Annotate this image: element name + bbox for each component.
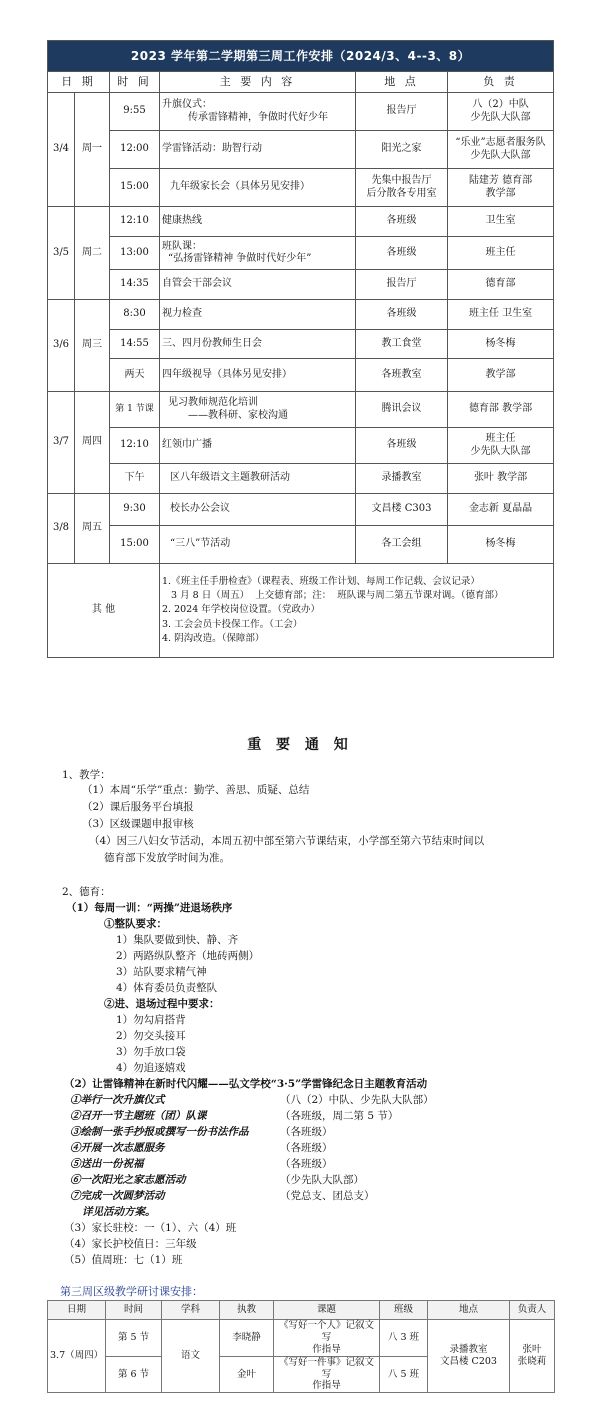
row-content: 见习教师规范化培训 ——教科研、家校沟通 [160, 392, 356, 428]
drill-sub-heading: ②进、退场过程中要求： [104, 998, 220, 1010]
row-time: 第 1 节课 [110, 392, 160, 428]
lesson-teacher: 金叶 [220, 1356, 274, 1393]
leifeng-note: 详见活动方案。 [82, 1206, 156, 1218]
row-content: 自管会干部会议 [160, 270, 356, 300]
leifeng-owner: （各班级，周二第 5 节） [280, 1110, 399, 1122]
col-header: 课题 [274, 1301, 380, 1320]
schedule-table [47, 40, 554, 658]
row-content: 区八年级语文主题教研活动 [160, 464, 356, 494]
table-row [48, 237, 554, 270]
row-content: 健康热线 [160, 207, 356, 237]
drill-heading: （1）每周一训：“两操”进退场秩序 [66, 902, 233, 914]
day-weekday: 周三 [75, 300, 110, 392]
row-owner: 班主任 少先队大队部 [448, 428, 554, 464]
table-row [48, 564, 554, 658]
row-place: 腾讯会议 [356, 392, 448, 428]
lesson-subject: 语文 [162, 1320, 220, 1393]
row-content: “三八”节活动 [160, 526, 356, 564]
drill-item: 2）勿交头接耳 [116, 1030, 186, 1042]
row-owner: “乐业”志愿者服务队 少先队大队部 [448, 131, 554, 169]
row-owner: 班主任 [448, 237, 554, 270]
day-date: 3/8 [48, 494, 75, 564]
research-table [47, 1300, 555, 1393]
row-time: 两天 [110, 359, 160, 392]
row-content: 升旗仪式： 传承雷锋精神，争做时代好少年 [160, 93, 356, 131]
day-date: 3/7 [48, 392, 75, 494]
row-place: 各班级 [356, 237, 448, 270]
row-time: 9:55 [110, 93, 160, 131]
day-weekday: 周一 [75, 93, 110, 207]
day-date: 3/6 [48, 300, 75, 392]
row-owner: 杨冬梅 [448, 526, 554, 564]
table-row [48, 464, 554, 494]
lesson-owner: 张叶 张晓莉 [510, 1320, 555, 1393]
row-place: 各工会组 [356, 526, 448, 564]
table-row [48, 93, 554, 131]
header-content: 主 要 内 容 [160, 72, 356, 93]
schedule-title: 2023 学年第二学期第三周工作安排（2024/3、4--3、8） [48, 41, 554, 72]
leifeng-activity: ④开展一次志愿服务 [70, 1142, 165, 1154]
lesson-place: 录播教室 文昌楼 C203 [428, 1320, 510, 1393]
leifeng-owner: （少先队大队部） [280, 1174, 364, 1186]
teaching-item: （1）本周“乐学”重点：勤学、善思、质疑、总结 [82, 784, 310, 796]
drill-item: 4）体育委员负责整队 [116, 982, 218, 994]
table-row [48, 1320, 555, 1357]
leifeng-activity: ①举行一次升旗仪式 [70, 1094, 165, 1106]
row-place: 文昌楼 C303 [356, 494, 448, 526]
leifeng-owner: （各班级） [280, 1142, 333, 1154]
row-time: 15:00 [110, 526, 160, 564]
teaching-item: （4）因三八妇女节活动，本周五初中部至第六节课结束，小学部至第六节结束时间以 [89, 835, 485, 847]
moral-heading: 2、德育： [62, 886, 111, 898]
row-owner: 金志新 夏晶晶 [448, 494, 554, 526]
drill-sub-heading: ①整队要求： [104, 918, 167, 930]
row-place: 各班级 [356, 207, 448, 237]
row-place: 教工食堂 [356, 330, 448, 359]
teaching-item: （3）区级课题申报审核 [82, 818, 194, 830]
teaching-item: （2）课后服务平台填报 [82, 801, 194, 813]
table-row [48, 131, 554, 169]
row-place: 报告厅 [356, 270, 448, 300]
table-row [48, 392, 554, 428]
row-content: 视力检查 [160, 300, 356, 330]
moral-extra: （4）家长护校值日：三年级 [64, 1238, 197, 1250]
leifeng-activity: ③绘制一张手抄报或撰写一份书法作品 [70, 1126, 249, 1138]
notice-title: 重 要 通 知 [247, 737, 353, 753]
leifeng-heading: （2）让雷锋精神在新时代闪耀——弘文学校“3·5”学雷锋纪念日主题教育活动 [64, 1078, 428, 1090]
other-label: 其 他 [48, 564, 160, 658]
col-header: 负责人 [510, 1301, 555, 1320]
row-time: 14:35 [110, 270, 160, 300]
leifeng-owner: （八（2）中队、少先队大队部） [280, 1094, 434, 1106]
row-place: 各班级 [356, 300, 448, 330]
moral-extra: （3）家长驻校：一（1）、六（4）班 [64, 1222, 237, 1234]
lesson-topic: 《写好一件事》记叙文写 作指导 [274, 1356, 380, 1393]
col-header: 执教 [220, 1301, 274, 1320]
leifeng-activity: ⑤送出一份祝福 [70, 1158, 144, 1170]
drill-item: 3）勿手放口袋 [116, 1046, 186, 1058]
row-place: 阳光之家 [356, 131, 448, 169]
col-header: 日期 [48, 1301, 106, 1320]
table-row [48, 494, 554, 526]
header-date: 日 期 [48, 72, 110, 93]
row-content: 校长办公会议 [160, 494, 356, 526]
leifeng-owner: （党总支、团总支） [280, 1190, 375, 1202]
drill-item: 3）站队要求精气神 [116, 966, 207, 978]
row-owner: 教学部 [448, 359, 554, 392]
row-owner: 卫生室 [448, 207, 554, 237]
table-row [48, 330, 554, 359]
row-owner: 德育部 [448, 270, 554, 300]
row-place: 先集中报告厅 后分散各专用室 [356, 169, 448, 207]
row-time: 9:30 [110, 494, 160, 526]
leifeng-activity: ⑦完成一次圆梦活动 [70, 1190, 165, 1202]
leifeng-owner: （各班级） [280, 1126, 333, 1138]
drill-item: 1）勿勾肩搭背 [116, 1014, 186, 1026]
teaching-item: 德育部下发放学时间为准。 [104, 852, 230, 864]
table-row [48, 428, 554, 464]
lesson-time: 第 6 节 [106, 1356, 162, 1393]
row-owner: 张叶 教学部 [448, 464, 554, 494]
day-weekday: 周四 [75, 392, 110, 494]
leifeng-activity: ⑥一次阳光之家志愿活动 [70, 1174, 186, 1186]
drill-item: 1）集队要做到快、静、齐 [116, 934, 239, 946]
day-date: 3/4 [48, 93, 75, 207]
table-row [48, 359, 554, 392]
row-owner: 八（2）中队 少先队大队部 [448, 93, 554, 131]
header-time: 时 间 [110, 72, 160, 93]
lesson-class: 八 3 班 [380, 1320, 428, 1357]
other-content: 1.《班主任手册检查》（课程表、班级工作计划、每周工作记载、会议记录） 3 月 8 日（周五） 上交德育部；注： 班队课与周二第五节课对调。（德育部） 2. 2024 年学校岗位设置。（党政办） 3. 工会会员卡投保工作。（工会） 4. 阴沟改造。（保障部） [160, 564, 554, 658]
drill-item: 4）勿追逐嬉戏 [116, 1062, 186, 1074]
drill-item: 2）两路纵队整齐（地砖两侧） [116, 950, 260, 962]
row-owner: 陆建芳 德育部 教学部 [448, 169, 554, 207]
row-owner: 杨冬梅 [448, 330, 554, 359]
row-content: 九年级家长会（具体另见安排） [160, 169, 356, 207]
leifeng-activity: ②召开一节主题班（团）队课 [70, 1110, 207, 1122]
row-time: 15:00 [110, 169, 160, 207]
table-row [48, 526, 554, 564]
row-place: 各班教室 [356, 359, 448, 392]
table-row [48, 270, 554, 300]
row-content: 红领巾广播 [160, 428, 356, 464]
row-owner: 班主任 卫生室 [448, 300, 554, 330]
row-time: 8:30 [110, 300, 160, 330]
row-owner: 德育部 教学部 [448, 392, 554, 428]
table-header-row [48, 1301, 555, 1320]
row-content: 学雷锋活动：助智行动 [160, 131, 356, 169]
col-header: 班级 [380, 1301, 428, 1320]
row-place: 报告厅 [356, 93, 448, 131]
lesson-topic: 《写好一个人》记叙文写 作指导 [274, 1320, 380, 1357]
lesson-class: 八 5 班 [380, 1356, 428, 1393]
teaching-heading: 1、教学： [62, 769, 111, 781]
row-time: 12:10 [110, 428, 160, 464]
col-header: 时间 [106, 1301, 162, 1320]
row-place: 各班级 [356, 428, 448, 464]
leifeng-owner: （各班级） [280, 1158, 333, 1170]
header-owner: 负 责 [448, 72, 554, 93]
row-time: 13:00 [110, 237, 160, 270]
table-row [48, 169, 554, 207]
row-time: 下午 [110, 464, 160, 494]
row-content: 班队课： “弘扬雷锋精神 争做时代好少年” [160, 237, 356, 270]
row-time: 12:10 [110, 207, 160, 237]
row-time: 14:55 [110, 330, 160, 359]
lesson-date: 3.7（周四） [48, 1320, 106, 1393]
lesson-teacher: 李晓静 [220, 1320, 274, 1357]
row-content: 四年级视导（具体另见安排） [160, 359, 356, 392]
moral-extra: （5）值周班：七（1）班 [64, 1254, 183, 1266]
day-weekday: 周二 [75, 207, 110, 300]
table-row [48, 300, 554, 330]
research-title: 第三周区级教学研讨课安排： [60, 1285, 203, 1298]
header-place: 地 点 [356, 72, 448, 93]
col-header: 地点 [428, 1301, 510, 1320]
row-place: 录播教室 [356, 464, 448, 494]
row-content: 三、四月份教师生日会 [160, 330, 356, 359]
lesson-time: 第 5 节 [106, 1320, 162, 1357]
row-time: 12:00 [110, 131, 160, 169]
col-header: 学科 [162, 1301, 220, 1320]
table-row [48, 207, 554, 237]
day-weekday: 周五 [75, 494, 110, 564]
day-date: 3/5 [48, 207, 75, 300]
